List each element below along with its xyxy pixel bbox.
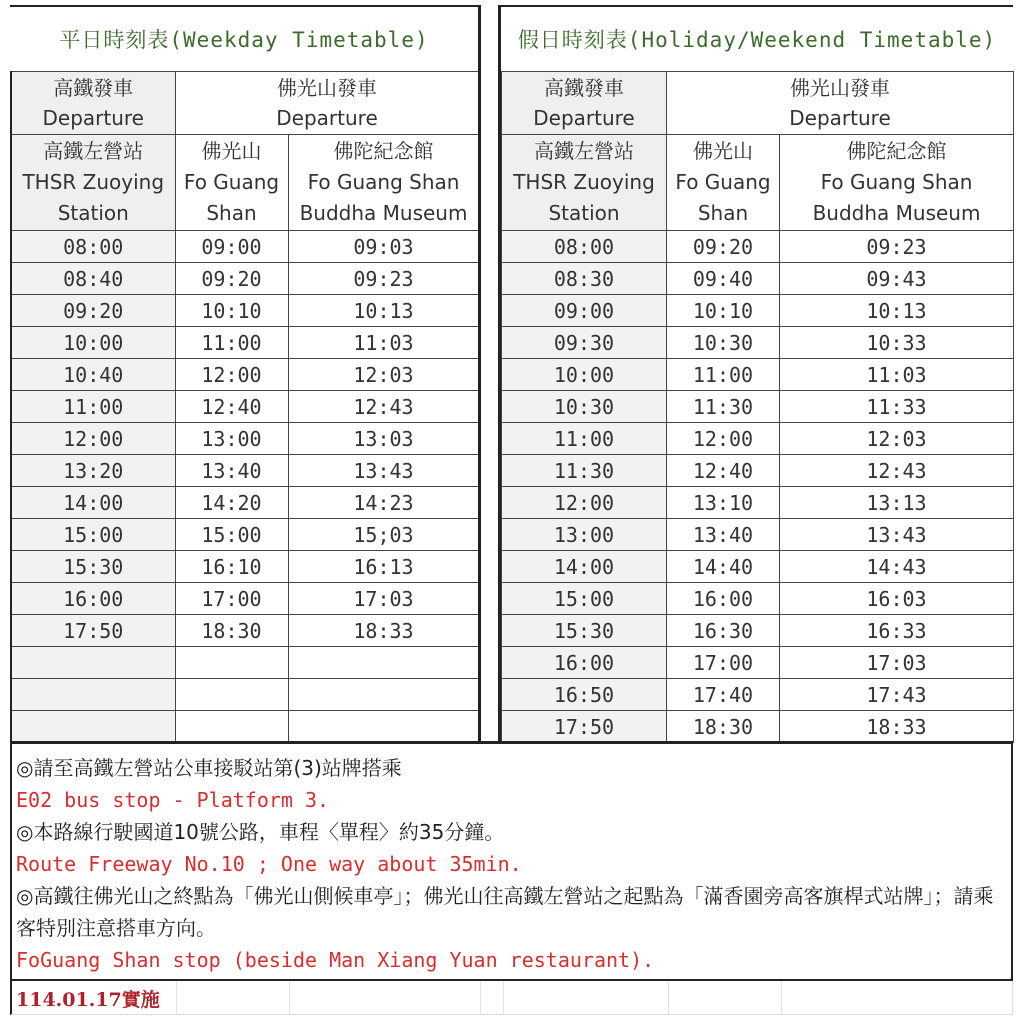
grid-line [289,981,290,1015]
museum-time-cell: 16:03 [780,583,1014,615]
thsr-time-cell: 15:00 [502,583,667,615]
table-row [502,359,1014,391]
holiday-timetable [501,71,1014,743]
foguangshan-time-cell: 13:40 [175,455,288,487]
thsr-time-cell: 16:00 [11,583,175,615]
museum-time-cell: 09:23 [288,263,479,295]
museum-time-cell: 09:03 [288,231,479,263]
stop-buddha-museum [288,135,479,231]
museum-time-cell: 14:23 [288,487,479,519]
foguangshan-time-cell: 12:40 [175,391,288,423]
note-route-en: Route Freeway No.10 ; One way about 35min. [16,852,522,876]
thsr-time-cell [11,679,175,711]
thsr-time-cell: 16:50 [502,679,667,711]
stop-thsr-zuoying [502,135,667,231]
stop-en: Shan [697,201,749,225]
stop-foguangshan [667,135,780,231]
stop-foguangshan [175,135,288,231]
museum-time-cell: 12:03 [288,359,479,391]
table-row [11,711,479,743]
holiday-title: 假日時刻表(Holiday/Weekend Timetable) [501,5,1013,71]
header-zh: 佛光山發車 [790,76,890,100]
foguangshan-time-cell: 12:00 [667,423,780,455]
header-row [11,72,479,135]
note-stop-en: FoGuang Shan stop (beside Man Xiang Yuan restaurant). [16,948,655,972]
table-row [502,487,1014,519]
museum-time-cell: 10:33 [780,327,1014,359]
note-platform-en: E02 bus stop - Platform 3. [16,788,330,812]
museum-time-cell: 10:13 [780,295,1014,327]
foguangshan-time-cell: 12:00 [175,359,288,391]
stop-zh: 佛陀紀念館 [333,139,434,163]
table-row [11,679,479,711]
stop-en: THSR Zuoying [513,170,655,194]
holiday-rows [502,231,1014,743]
table-row [502,615,1014,647]
foguangshan-time-cell: 12:40 [667,455,780,487]
museum-time-cell: 17:03 [780,647,1014,679]
foguangshan-time-cell: 16:00 [667,583,780,615]
museum-time-cell: 11:33 [780,391,1014,423]
header-zh: 高鐵發車 [544,76,624,100]
foguangshan-time-cell [175,711,288,743]
grid-line [176,981,177,1015]
thsr-time-cell: 15:30 [11,551,175,583]
foguangshan-time-cell: 17:00 [175,583,288,615]
table-row [502,647,1014,679]
foguangshan-time-cell: 17:40 [667,679,780,711]
weekday-rows [11,231,479,743]
note-route-zh: ◎本路線行駛國道10號公路，車程〈單程〉約35分鐘。 [16,820,505,844]
foguangshan-time-cell: 09:20 [175,263,288,295]
foguangshan-time-cell: 18:30 [175,615,288,647]
table-row [11,583,479,615]
foguangshan-time-cell: 15:00 [175,519,288,551]
stop-en: Station [548,201,620,225]
thsr-time-cell: 17:50 [11,615,175,647]
table-row [11,231,479,263]
thsr-time-cell: 09:30 [502,327,667,359]
foguangshan-time-cell: 13:10 [667,487,780,519]
stop-buddha-museum [780,135,1014,231]
table-row [502,455,1014,487]
museum-time-cell: 17:03 [288,583,479,615]
museum-time-cell: 11:03 [288,327,479,359]
stop-en: Fo Guang Shan [820,170,973,194]
stop-zh: 高鐵左營站 [43,139,144,163]
header-en: Departure [789,106,891,130]
foguangshan-time-cell: 10:30 [667,327,780,359]
museum-time-cell: 09:23 [780,231,1014,263]
timetable-sheet [10,5,1013,1015]
thsr-time-cell: 13:20 [11,455,175,487]
table-divider [478,5,501,741]
museum-time-cell: 13:43 [780,519,1014,551]
header-row [502,72,1014,135]
museum-time-cell: 13:13 [780,487,1014,519]
museum-time-cell [288,679,479,711]
stop-zh: 佛光山 [201,139,262,163]
table-row [11,647,479,679]
thsr-time-cell: 09:00 [502,295,667,327]
table-row [11,423,479,455]
foguangshan-time-cell: 09:20 [667,231,780,263]
museum-time-cell [288,711,479,743]
table-row [11,327,479,359]
museum-time-cell: 16:13 [288,551,479,583]
thsr-time-cell: 15:30 [502,615,667,647]
foguangshan-time-cell: 17:00 [667,647,780,679]
stop-row [11,135,479,231]
table-row [502,519,1014,551]
foguangshan-time-cell: 14:20 [175,487,288,519]
grid-line [503,981,504,1015]
thsr-time-cell: 11:30 [502,455,667,487]
grid-line [668,981,669,1015]
stop-en: Buddha Museum [299,201,468,225]
weekday-timetable [10,71,480,743]
stop-en: Fo Guang Shan [307,170,460,194]
stop-en: Buddha Museum [812,201,981,225]
thsr-time-cell: 08:30 [502,263,667,295]
header-en: Departure [533,106,635,130]
stop-en: Shan [206,201,257,225]
header-en: Departure [42,106,144,130]
stop-en: Station [57,201,129,225]
thsr-departure-header [502,72,667,135]
thsr-time-cell [11,647,175,679]
thsr-time-cell: 08:40 [11,263,175,295]
museum-time-cell: 12:43 [288,391,479,423]
stop-zh: 佛光山 [693,139,753,163]
foguangshan-time-cell: 18:30 [667,711,780,743]
museum-time-cell: 18:33 [288,615,479,647]
table-row [502,231,1014,263]
table-row [502,711,1014,743]
stop-row [502,135,1014,231]
thsr-time-cell: 12:00 [11,423,175,455]
stop-en: Fo Guang [675,170,771,194]
thsr-time-cell: 15:00 [11,519,175,551]
effective-date: 114.01.17實施 [16,989,160,1011]
foguangshan-time-cell: 14:40 [667,551,780,583]
weekday-title: 平日時刻表(Weekday Timetable) [10,5,478,71]
foguangshan-time-cell: 16:10 [175,551,288,583]
museum-time-cell: 12:03 [780,423,1014,455]
note-platform-zh: ◎請至高鐵左營站公車接駁站第(3)站牌搭乘 [16,756,402,780]
footer [10,981,1013,1015]
header-zh: 佛光山發車 [277,76,377,100]
thsr-time-cell: 09:20 [11,295,175,327]
museum-time-cell: 18:33 [780,711,1014,743]
table-row [11,519,479,551]
museum-time-cell: 14:43 [780,551,1014,583]
stop-zh: 佛陀紀念館 [846,139,947,163]
table-row [11,391,479,423]
stop-en: Fo Guang [183,170,280,194]
museum-time-cell: 16:33 [780,615,1014,647]
museum-time-cell: 12:43 [780,455,1014,487]
note-stop-zh: ◎高鐵往佛光山之終點為「佛光山側候車亭」；佛光山往高鐵左營站之起點為「滿香園旁高客旗桿式站牌」；請乘客特別注意搭車方向。 [16,884,994,940]
table-row [502,551,1014,583]
thsr-time-cell: 10:40 [11,359,175,391]
grid-line [480,981,481,1015]
table-row [11,551,479,583]
stop-thsr-zuoying [11,135,175,231]
foguangshan-time-cell: 13:40 [667,519,780,551]
foguangshan-time-cell: 16:30 [667,615,780,647]
table-row [11,263,479,295]
foguangshan-time-cell: 11:00 [175,327,288,359]
thsr-time-cell: 17:50 [502,711,667,743]
museum-time-cell [288,647,479,679]
thsr-time-cell: 14:00 [11,487,175,519]
stop-en: THSR Zuoying [22,170,165,194]
museum-time-cell: 17:43 [780,679,1014,711]
foguangshan-time-cell: 10:10 [667,295,780,327]
thsr-departure-header [11,72,175,135]
table-row [11,455,479,487]
thsr-time-cell [11,711,175,743]
thsr-time-cell: 13:00 [502,519,667,551]
thsr-time-cell: 11:00 [502,423,667,455]
table-row [11,359,479,391]
museum-time-cell: 10:13 [288,295,479,327]
foguangshan-time-cell: 11:30 [667,391,780,423]
museum-time-cell: 13:03 [288,423,479,455]
thsr-time-cell: 10:00 [11,327,175,359]
foguangshan-time-cell: 09:00 [175,231,288,263]
museum-time-cell: 11:03 [780,359,1014,391]
thsr-time-cell: 16:00 [502,647,667,679]
thsr-time-cell: 11:00 [11,391,175,423]
museum-time-cell: 13:43 [288,455,479,487]
foguangshan-departure-header [667,72,1014,135]
table-row [11,615,479,647]
foguangshan-time-cell: 09:40 [667,263,780,295]
table-row [11,487,479,519]
thsr-time-cell: 10:00 [502,359,667,391]
stop-zh: 高鐵左營站 [534,139,634,163]
thsr-time-cell: 08:00 [11,231,175,263]
foguangshan-departure-header [175,72,479,135]
table-row [502,327,1014,359]
table-row [502,583,1014,615]
table-row [502,295,1014,327]
thsr-time-cell: 14:00 [502,551,667,583]
foguangshan-time-cell: 10:10 [175,295,288,327]
table-row [502,423,1014,455]
grid-line [781,981,782,1015]
foguangshan-time-cell: 11:00 [667,359,780,391]
thsr-time-cell: 12:00 [502,487,667,519]
table-row [502,263,1014,295]
thsr-time-cell: 10:30 [502,391,667,423]
museum-time-cell: 15;03 [288,519,479,551]
table-row [502,391,1014,423]
foguangshan-time-cell: 13:00 [175,423,288,455]
header-zh: 高鐵發車 [53,76,134,100]
table-row [502,679,1014,711]
foguangshan-time-cell [175,647,288,679]
museum-time-cell: 09:43 [780,263,1014,295]
thsr-time-cell: 08:00 [502,231,667,263]
notes-box [10,741,1013,981]
foguangshan-time-cell [175,679,288,711]
table-row [11,295,479,327]
header-en: Departure [276,106,378,130]
